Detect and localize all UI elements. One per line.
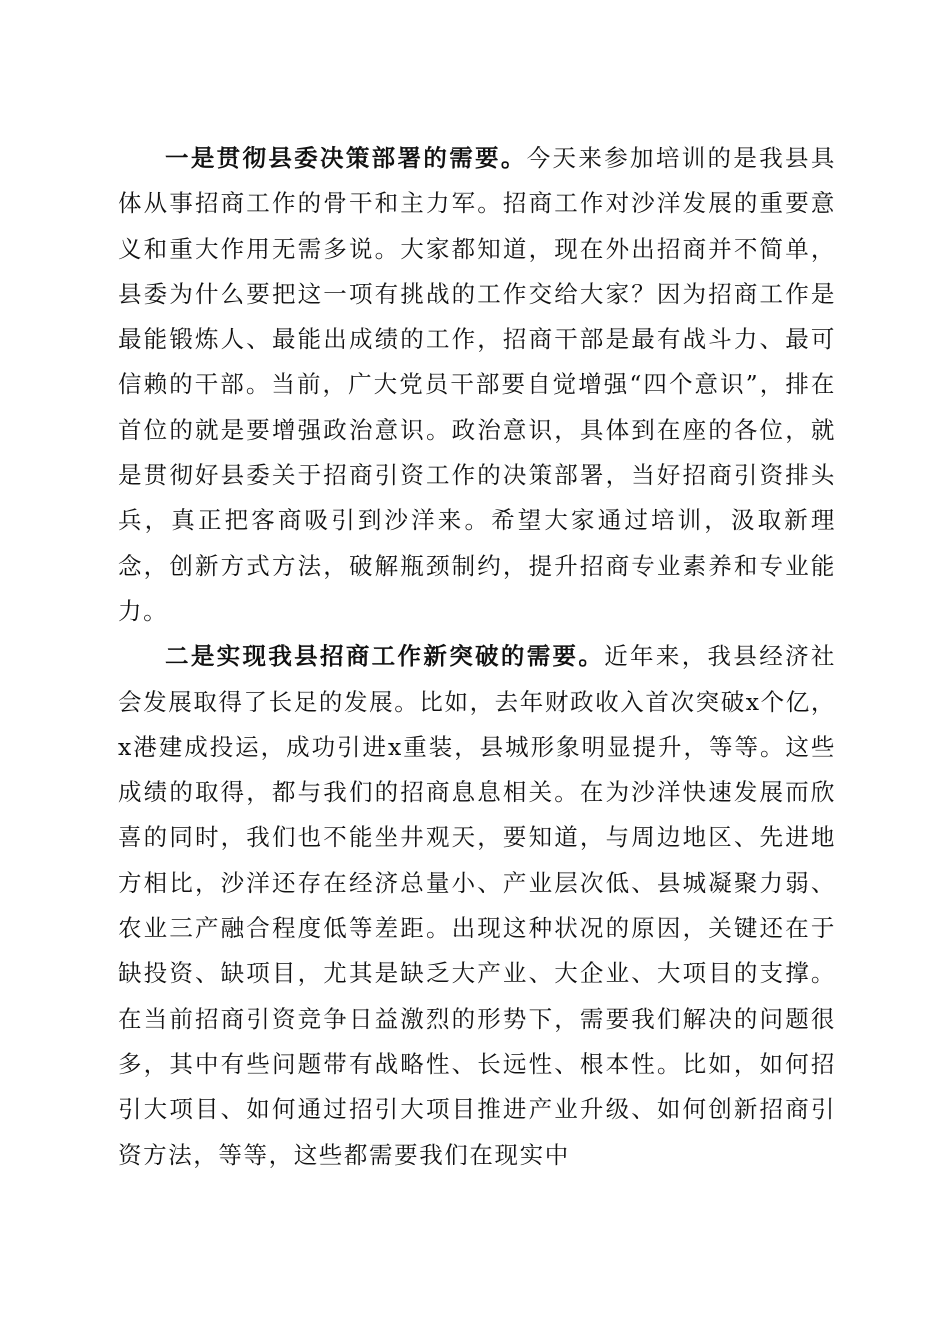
paragraph-1-text: 今天来参加培训的是我县具体从事招商工作的骨干和主力军。招商工作对沙洋发展的重要意义和重大作用无需多说。大家都知道，现在外出招商并不简单，县委为什么要把这一项有挑战的工作交给大家？因为招商工作是最能锻炼人、最能出成绩的工作，招商干部是最有战斗力、最可信赖的干部。当前，广大党员干部要自觉增强“四个意识”，排在首位的就是要增强政治意识。政治意识，具体到在座的各位，就是贯彻好县委关于招商引资工作的决策部署，当好招商引资排头兵，真正把客商吸引到沙洋来。希望大家通过培训，汲取新理念，创新方式方法，破解瓶颈制约，提升招商专业素养和专业能力。 xyxy=(118,144,836,625)
paragraph-2 xyxy=(118,634,836,1178)
paragraph-1-heading: 一是贯彻县委决策部署的需要。 xyxy=(165,144,527,172)
paragraph-1 xyxy=(118,136,836,634)
document-body xyxy=(118,136,836,1178)
paragraph-2-text: 近年来，我县经济社会发展取得了长足的发展。比如，去年财政收入首次突破x个亿，x港建成投运，成功引进x重装，县城形象明显提升，等等。这些成绩的取得，都与我们的招商息息相关。在为沙洋快速发展而欣喜的同时，我们也不能坐井观天，要知道，与周边地区、先进地方相比，沙洋还存在经济总量小、产业层次低、县城凝聚力弱、农业三产融合程度低等差距。出现这种状况的原因，关键还在于缺投资、缺项目，尤其是缺乏大产业、大企业、大项目的支撑。在当前招商引资竞争日益激烈的形势下，需要我们解决的问题很多，其中有些问题带有战略性、长远性、根本性。比如，如何招引大项目、如何通过招引大项目推进产业升级、如何创新招商引资方法，等等，这些都需要我们在现实中 xyxy=(118,642,837,1169)
paragraph-2-heading: 二是实现我县招商工作新突破的需要。 xyxy=(165,642,605,671)
